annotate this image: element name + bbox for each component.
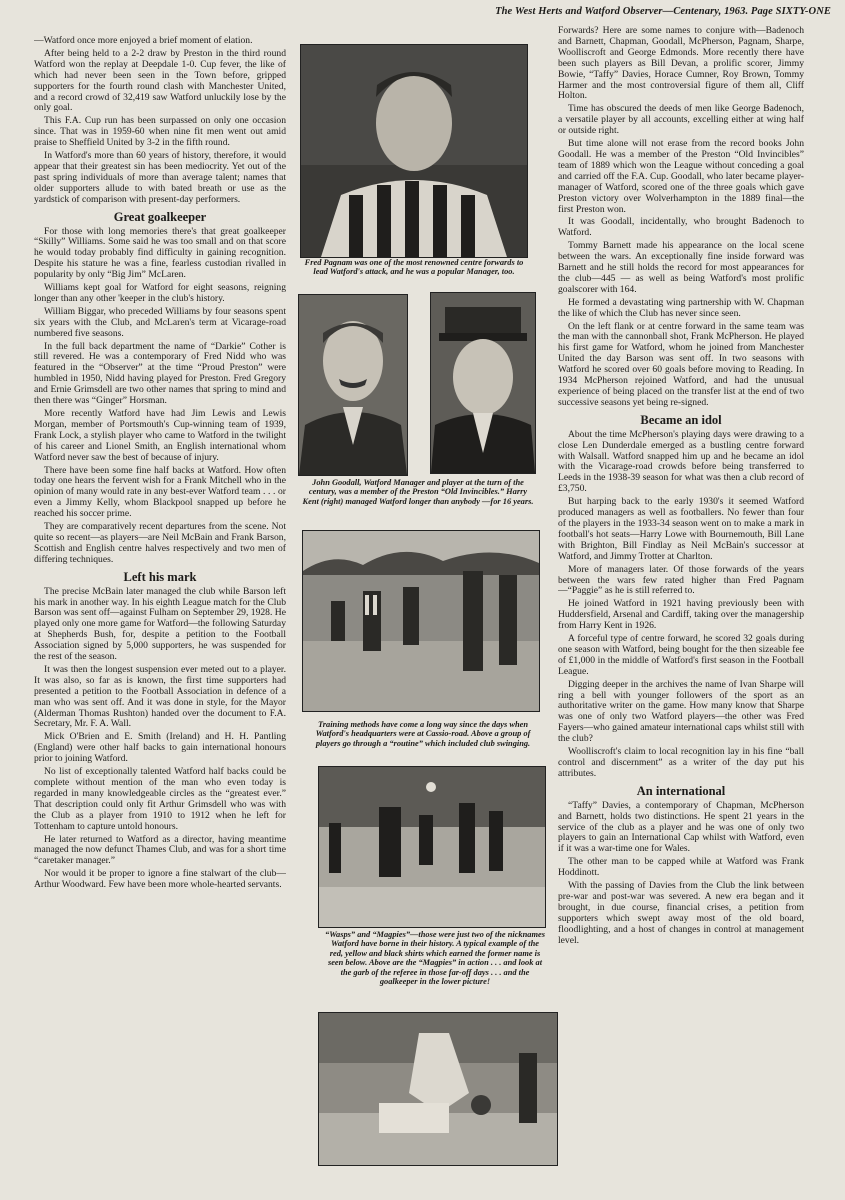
paragraph: More recently Watford have had Jim Lewis and Lewis Morgan, member of Portsmouth's Cup-winning team of 1939, Frank Lock, a stylish player who came to Watford in the twilight of his career and Lionel Smith, an English international whom Watford never saw the best of because of injury. bbox=[34, 408, 286, 463]
paragraph: It was Goodall, incidentally, who brought Badenoch to Watford. bbox=[558, 216, 804, 239]
heading-became-an-idol: Became an idol bbox=[640, 412, 722, 427]
paragraph: Digging deeper in the archives the name of Ivan Sharpe will ring a bell with younger followers of the sport as an authoritative writer on the game. How many know that Sharpe was one of only two Watford players—the other was Fred Fayers—who gained amateur international caps whilst still with the club? bbox=[558, 678, 804, 745]
photo-john-goodall bbox=[298, 294, 408, 476]
paragraph: After being held to a 2-2 draw by Preston in the third round Watford won the replay at Deepdale 1-0. Cup fever, the like of which had never been seen in the Town before, gripped supporters for the fourth round clash with Manchester United, and a record crowd of 32,419 saw Watford unluckily lose by the only goal. bbox=[34, 47, 286, 114]
paragraph: Time has obscured the deeds of men like George Badenoch, a versatile player by all accounts, excelling either at wing half or outside right. bbox=[558, 103, 804, 137]
paragraph: For those with long memories there's that great goalkeeper “Skilly” Williams. Some said he was too small and on that score he would today probably find difficulty in gaining recognition. Despite his stature he was a fine, fearless custodian rivalled in popularity by only “Big Jim” McLaren. bbox=[34, 225, 286, 281]
caption-goodall-kent: John Goodall, Watford Manager and player at the turn of the century, was a member of the Preston “Old Invincibles.” Harry Kent (right) managed Watford longer than anybody —for 16 years. bbox=[302, 478, 534, 506]
heading-left-his-mark: Left his mark bbox=[123, 569, 197, 584]
paragraph: —Watford once more enjoyed a brief moment of elation. bbox=[34, 36, 253, 46]
paragraph: Tommy Barnett made his appearance on the local scene between the wars. An exceptionally fine inside forward was Barnett and he still holds the record for most appearances for the club—445 — as well as being Watford's most prolific goalscorer with 164. bbox=[558, 240, 804, 295]
caption-wasps-magpies: “Wasps” and “Magpies”—those were just two of the nicknames Watford have borne in their history. A typical example of the red, yellow and black shirts which earned the former name is seen below. Above are the “Magpies” in action . . . and look at the garb of the referee in those far-off days . . . and the goalkeeper in the lower picture! bbox=[325, 930, 545, 987]
paragraph: William Biggar, who preceded Williams by four seasons spent six years with the Club, and McLaren's term at Vicarage-road numbered five seasons. bbox=[34, 305, 286, 339]
photo-goalkeeper bbox=[318, 1012, 558, 1166]
column-left bbox=[34, 36, 286, 1196]
heading-great-goalkeeper: Great goalkeeper bbox=[113, 209, 207, 224]
paragraph: Mick O'Brien and E. Smith (Ireland) and H. H. Pantling (England) were other half backs to gain international honours prior to joining Watford. bbox=[34, 731, 286, 765]
paragraph: With the passing of Davies from the Club the link between pre-war and post-war was severed. A new era began and it brought, in due course, financial crises, a petition from supporters which swept away most of the old board, floodlighting, and a host of changes in control at management level. bbox=[558, 880, 804, 946]
paragraph: No list of exceptionally talented Watford half backs could be complete without mention of the man who even today is regarded in many knowledgeable circles as the “greatest ever.” That description could only fit Arthur Grimsdell who was with the Club as a player from 1910 to 1912 when he left for Tottenham to capture untold honours. bbox=[34, 766, 286, 832]
paragraph: A forceful type of centre forward, he scored 32 goals during one season with Watford, being bought for the then sizeable fee of £1,000 in the middle of Watford's first season in the Football League. bbox=[558, 633, 804, 677]
paragraph: He later returned to Watford as a director, having meantime managed the now defunct Thames Club, and was for a short time “caretaker manager.” bbox=[34, 833, 286, 867]
paragraph: Nor would it be proper to ignore a fine stalwart of the club—Arthur Woodward. Few have been more whole-hearted servants. bbox=[34, 868, 286, 891]
paragraph: But time alone will not erase from the record books John Goodall. He was a member of the Preston “Old Invincibles” team of 1889 which won the League without conceding a goal and carried off the F.A. Cup. Goodall, who later became player-manager of Watford, scored one of the three goals which gave Preston victory over Wolverhampton in the 1889 final—the first Preston won. bbox=[558, 138, 804, 215]
paragraph: It was then the longest suspension ever meted out to a player. It was also, so far as is known, the first time supporters had presented a petition to the Football Association in defence of a man who was sent off. And it was done in style, for the Mayor (Alderman Thomas Rushton) handed over the document to F.A. Secretary, Mr. F. A. Wall. bbox=[34, 663, 286, 730]
paragraph: This F.A. Cup run has been surpassed on only one occasion since. That was in 1959-60 when nine fit men went out amid praise to Sheffield United by 3-2 in the fifth round. bbox=[34, 115, 286, 149]
paragraph: But harping back to the early 1930's it seemed Watford produced managers as well as footballers. No fewer than four of the players in the 1933-34 season went on to make a mark in football's hot seats—Harry Lowe with Bournemouth, Bill Lane with Brighton, Bill Findlay as Neil McBain's successor at Watford, and Jimmy Trotter at Charlton. bbox=[558, 496, 804, 562]
paragraph: The other man to be capped while at Watford was Frank Hoddinott. bbox=[558, 856, 804, 879]
paragraph: More of managers later. Of those forwards of the years between the wars few rated higher than Fred Pagnam—“Paggie” as he is still referred to. bbox=[558, 563, 804, 597]
photo-training bbox=[302, 530, 540, 712]
paragraph: In the full back department the name of “Darkie” Cother is still revered. He was a contemporary of Fred Nidd who was featured in the “Observer” at the time “Proud Preston” were humbled in 1950, Nidd having played for Preston. Fred Gregory and Ernie Grimsdell are two other names that spring to mind and then there was “Ginger” Horsman. bbox=[34, 340, 286, 407]
paragraph: In Watford's more than 60 years of history, therefore, it would appear that their greatest sin has been mediocrity. Yet out of the past spring individuals of more than average talent; names that older supporters allude to with bated breath or use as the yardstick of comparison with present-day performers. bbox=[34, 150, 286, 205]
paragraph: “Taffy” Davies, a contemporary of Chapman, McPherson and Barnett, holds two distinctions. He spent 21 years in the service of the club as a player and he was one of only two players to gain an International Cap whilst with Watford, even if it was a war-time one for Wales. bbox=[558, 799, 804, 855]
heading-an-international: An international bbox=[636, 783, 726, 798]
paragraph: Williams kept goal for Watford for eight seasons, reigning longer than any other 'keeper in the club's history. bbox=[34, 282, 286, 304]
paragraph: The precise McBain later managed the club while Barson left his mark in another way. In his eighth League match for the Club Barson was sent off—against Fulham on September 29, 1928. He played only one more game for Watford—the following Saturday at Shepherds Bush, for, despite a petition to the Football Association signed by 5,000 supporters, he was suspended for the rest of the season. bbox=[34, 585, 286, 663]
paragraph: They are comparatively recent departures from the scene. Not quite so recent—as players—are Neil McBain and Frank Barson, Scottish and English centre halves respectively and two men of differing techniques. bbox=[34, 521, 286, 565]
paragraph: Forwards? Here are some names to conjure with—Badenoch and Barnett, Chapman, Goodall, McPherson, Pagnam, Sharpe, Woolliscroft and George Edmonds. More recently there have been such players as Bill Devan, a prolific scorer, Jimmy Bowie, “Taffy” Davies, Horace Cumner, Roy Brown, Tommy Harmer and the most controversial figure of them all, Cliff Holton. bbox=[558, 26, 804, 102]
photo-harry-kent bbox=[430, 292, 536, 474]
page-header: The West Herts and Watford Observer—Centenary, 1963. Page SIXTY-ONE bbox=[495, 6, 831, 17]
paragraph: There have been some fine half backs at Watford. How often today one hears the fervent wish for a Frank Mitchell who in the opinion of many would rate in any best-ever Watford team . . . or even a Jimmy Kelly, whom Blackpool snapped up before he reached his soccer prime. bbox=[34, 464, 286, 520]
paragraph: About the time McPherson's playing days were drawing to a close Len Dunderdale emerged as a bustling centre forward with Walsall. Watford snapped him up and he became an idol with the Vicarage-road crowds before being transferred to Leeds in the 1938-39 season for what was then a club record of £3,750. bbox=[558, 428, 804, 495]
photo-fred-pagnam bbox=[300, 44, 528, 258]
paragraph: He joined Watford in 1921 having previously been with Huddersfield, Arsenal and Cardiff, taking over the managership from Harry Kent in 1926. bbox=[558, 598, 804, 632]
photo-magpies-action bbox=[318, 766, 546, 928]
paragraph: On the left flank or at centre forward in the same team was the man with the cannonball shot, Frank McPherson. He played his first game for Watford, whom he joined from Manchester United the day Barson was sent off. In two seasons with Watford he scored over 60 goals before moving to Reading. In 1934 McPherson rejoined Watford, and had the unusual experience of being placed on the transfer list at the end of two successive seasons yet being re-signed. bbox=[558, 320, 804, 408]
paragraph: Woolliscroft's claim to local recognition lay in his fine “ball control and discernment” as a writer of the day put his attributes. bbox=[558, 746, 804, 779]
caption-pagnam: Fred Pagnam was one of the most renowned centre forwards to lead Watford's attack, and he was a popular Manager, too. bbox=[304, 258, 524, 277]
column-right bbox=[558, 26, 804, 1186]
caption-training: Training methods have come a long way since the days when Watford's headquarters were at Cassio-road. Above a group of players go through a “routine” which included club swinging. bbox=[315, 720, 531, 748]
paragraph: He formed a devastating wing partnership with W. Chapman the like of which the Club has never since seen. bbox=[558, 296, 804, 319]
